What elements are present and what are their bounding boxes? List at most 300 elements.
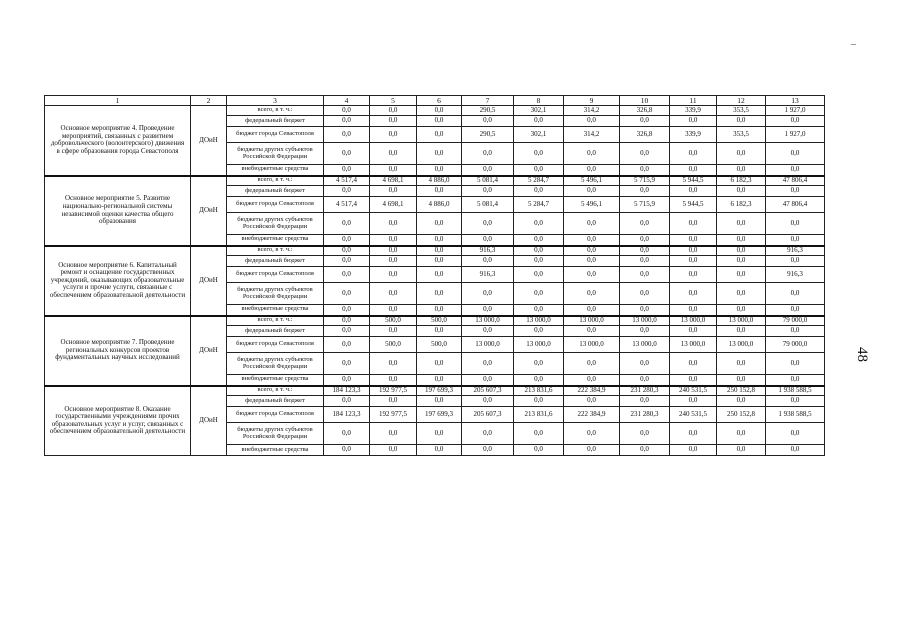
funding-source: федеральный бюджет — [227, 396, 324, 407]
year-value: 0,0 — [670, 375, 717, 386]
year-value: 0,0 — [670, 326, 717, 337]
margin-mark — [851, 44, 856, 45]
year-value: 4 517,4 — [324, 197, 370, 213]
year-value: 0,0 — [417, 246, 462, 256]
year-value: 197 699,3 — [417, 386, 462, 396]
funding-source: бюджеты других субъектов Российской Федерации — [227, 423, 324, 445]
year-value: 5 284,7 — [514, 176, 564, 186]
year-value: 0,0 — [324, 353, 370, 375]
year-value: 0,0 — [370, 283, 417, 305]
total-value: 0,0 — [766, 445, 825, 456]
activity-name: Основное мероприятие 6. Капитальный ремонт и оснащение государственных учреждений, оказывающих образовательные услуги и прочие услуги, связанные с обеспечением образовательной деятельности — [45, 246, 191, 316]
year-value: 0,0 — [670, 246, 717, 256]
year-value: 197 699,3 — [417, 407, 462, 423]
year-value: 0,0 — [564, 256, 620, 267]
year-value: 0,0 — [620, 246, 670, 256]
year-value: 0,0 — [370, 256, 417, 267]
year-value: 0,0 — [620, 213, 670, 235]
year-value: 213 831,6 — [514, 407, 564, 423]
year-value: 0,0 — [324, 337, 370, 353]
total-value: 0,0 — [766, 305, 825, 316]
responsible-executor: ДОиН — [191, 246, 227, 316]
table-row — [45, 386, 825, 396]
year-value: 0,0 — [417, 235, 462, 246]
year-value: 0,0 — [564, 353, 620, 375]
year-value: 0,0 — [564, 305, 620, 316]
year-value: 0,0 — [370, 165, 417, 176]
year-value: 0,0 — [717, 353, 766, 375]
year-value: 5 081,4 — [462, 176, 514, 186]
year-value: 13 000,0 — [620, 316, 670, 326]
year-value: 0,0 — [670, 396, 717, 407]
total-value: 0,0 — [766, 353, 825, 375]
year-value: 0,0 — [514, 423, 564, 445]
year-value: 0,0 — [370, 235, 417, 246]
activity-name: Основное мероприятие 4. Проведение мероприятий, связанных с развитием добровольческого (волонтерского) движения в сфере образования города Севастополя — [45, 106, 191, 176]
year-value: 205 607,3 — [462, 407, 514, 423]
year-value: 0,0 — [670, 353, 717, 375]
year-value: 0,0 — [324, 256, 370, 267]
total-value: 0,0 — [766, 256, 825, 267]
total-value: 1 938 588,5 — [766, 386, 825, 396]
year-value: 0,0 — [514, 375, 564, 386]
table-row — [45, 316, 825, 326]
year-value: 0,0 — [370, 246, 417, 256]
funding-source: бюджеты других субъектов Российской Федерации — [227, 353, 324, 375]
year-value: 0,0 — [717, 235, 766, 246]
year-value: 0,0 — [564, 326, 620, 337]
year-value: 0,0 — [370, 186, 417, 197]
year-value: 0,0 — [417, 116, 462, 127]
header-cell: 13 — [766, 96, 825, 106]
year-value: 0,0 — [370, 116, 417, 127]
funding-source: всего, в т. ч.: — [227, 106, 324, 116]
funding-source: всего, в т. ч.: — [227, 246, 324, 256]
year-value: 213 831,6 — [514, 386, 564, 396]
header-cell: 7 — [462, 96, 514, 106]
funding-source: внебюджетные средства — [227, 165, 324, 176]
year-value: 0,0 — [417, 256, 462, 267]
year-value: 0,0 — [324, 396, 370, 407]
year-value: 0,0 — [324, 375, 370, 386]
year-value: 916,3 — [462, 267, 514, 283]
year-value: 0,0 — [462, 305, 514, 316]
year-value: 13 000,0 — [670, 316, 717, 326]
year-value: 0,0 — [370, 213, 417, 235]
year-value: 0,0 — [370, 423, 417, 445]
year-value: 0,0 — [324, 106, 370, 116]
year-value: 0,0 — [564, 267, 620, 283]
page-number: 48 — [854, 347, 870, 362]
total-value: 0,0 — [766, 396, 825, 407]
responsible-executor: ДОиН — [191, 106, 227, 176]
year-value: 0,0 — [462, 116, 514, 127]
year-value: 0,0 — [324, 213, 370, 235]
year-value: 0,0 — [717, 116, 766, 127]
total-value: 0,0 — [766, 143, 825, 165]
table-row — [45, 246, 825, 256]
total-value: 0,0 — [766, 375, 825, 386]
year-value: 6 182,3 — [717, 176, 766, 186]
year-value: 0,0 — [462, 445, 514, 456]
year-value: 0,0 — [417, 283, 462, 305]
year-value: 0,0 — [370, 305, 417, 316]
funding-source: бюджет города Севастополя — [227, 127, 324, 143]
year-value: 0,0 — [324, 116, 370, 127]
total-value: 0,0 — [766, 116, 825, 127]
year-value: 250 152,8 — [717, 386, 766, 396]
year-value: 0,0 — [564, 165, 620, 176]
year-value: 0,0 — [514, 143, 564, 165]
year-value: 0,0 — [564, 235, 620, 246]
total-value: 1 927,0 — [766, 106, 825, 116]
total-value: 0,0 — [766, 326, 825, 337]
header-cell: 11 — [670, 96, 717, 106]
total-value: 1 938 588,5 — [766, 407, 825, 423]
year-value: 500,0 — [417, 316, 462, 326]
year-value: 0,0 — [462, 256, 514, 267]
year-value: 0,0 — [620, 165, 670, 176]
year-value: 13 000,0 — [564, 337, 620, 353]
year-value: 240 531,5 — [670, 407, 717, 423]
year-value: 4 517,4 — [324, 176, 370, 186]
year-value: 0,0 — [564, 213, 620, 235]
year-value: 0,0 — [670, 423, 717, 445]
year-value: 314,2 — [564, 106, 620, 116]
year-value: 326,8 — [620, 127, 670, 143]
activity-name: Основное мероприятие 8. Оказание государственными учреждениями прочих образовательных услуг и услуг, связанных с обеспечением образовательной деятельности — [45, 386, 191, 456]
year-value: 0,0 — [417, 143, 462, 165]
year-value: 0,0 — [564, 375, 620, 386]
year-value: 0,0 — [717, 445, 766, 456]
year-value: 0,0 — [324, 326, 370, 337]
year-value: 222 384,9 — [564, 407, 620, 423]
year-value: 0,0 — [370, 143, 417, 165]
year-value: 0,0 — [670, 256, 717, 267]
header-cell: 6 — [417, 96, 462, 106]
header-cell: 5 — [370, 96, 417, 106]
year-value: 0,0 — [462, 353, 514, 375]
year-value: 302,1 — [514, 106, 564, 116]
year-value: 0,0 — [717, 267, 766, 283]
year-value: 0,0 — [717, 143, 766, 165]
year-value: 0,0 — [324, 267, 370, 283]
funding-source: бюджеты других субъектов Российской Федерации — [227, 143, 324, 165]
funding-table — [44, 95, 825, 456]
header-cell: 1 — [45, 96, 191, 106]
year-value: 0,0 — [462, 143, 514, 165]
year-value: 0,0 — [417, 375, 462, 386]
year-value: 0,0 — [370, 396, 417, 407]
year-value: 13 000,0 — [717, 316, 766, 326]
year-value: 0,0 — [620, 186, 670, 197]
responsible-executor: ДОиН — [191, 176, 227, 246]
year-value: 290,5 — [462, 127, 514, 143]
year-value: 0,0 — [324, 316, 370, 326]
year-value: 0,0 — [514, 305, 564, 316]
year-value: 0,0 — [462, 213, 514, 235]
header-cell: 4 — [324, 96, 370, 106]
year-value: 0,0 — [620, 423, 670, 445]
year-value: 5 496,1 — [564, 176, 620, 186]
year-value: 0,0 — [417, 445, 462, 456]
year-value: 0,0 — [717, 375, 766, 386]
year-value: 0,0 — [564, 423, 620, 445]
year-value: 0,0 — [462, 326, 514, 337]
year-value: 184 123,3 — [324, 407, 370, 423]
year-value: 0,0 — [417, 396, 462, 407]
year-value: 353,5 — [717, 106, 766, 116]
header-cell: 3 — [227, 96, 324, 106]
year-value: 0,0 — [417, 106, 462, 116]
funding-source: федеральный бюджет — [227, 256, 324, 267]
year-value: 0,0 — [670, 235, 717, 246]
total-value: 0,0 — [766, 213, 825, 235]
year-value: 0,0 — [514, 445, 564, 456]
year-value: 5 715,9 — [620, 197, 670, 213]
year-value: 231 280,3 — [620, 386, 670, 396]
total-value: 47 806,4 — [766, 176, 825, 186]
year-value: 0,0 — [370, 106, 417, 116]
table-body — [45, 96, 825, 456]
year-value: 5 715,9 — [620, 176, 670, 186]
year-value: 0,0 — [514, 256, 564, 267]
funding-source: внебюджетные средства — [227, 445, 324, 456]
year-value: 0,0 — [620, 116, 670, 127]
year-value: 0,0 — [717, 213, 766, 235]
year-value: 0,0 — [514, 116, 564, 127]
year-value: 0,0 — [417, 186, 462, 197]
year-value: 0,0 — [564, 283, 620, 305]
year-value: 0,0 — [417, 305, 462, 316]
year-value: 13 000,0 — [564, 316, 620, 326]
year-value: 0,0 — [717, 256, 766, 267]
year-value: 0,0 — [670, 283, 717, 305]
year-value: 0,0 — [670, 305, 717, 316]
year-value: 0,0 — [462, 165, 514, 176]
year-value: 0,0 — [620, 375, 670, 386]
year-value: 6 182,3 — [717, 197, 766, 213]
header-cell: 10 — [620, 96, 670, 106]
year-value: 0,0 — [564, 116, 620, 127]
total-value: 47 806,4 — [766, 197, 825, 213]
year-value: 0,0 — [620, 256, 670, 267]
total-value: 79 000,0 — [766, 316, 825, 326]
year-value: 0,0 — [462, 283, 514, 305]
funding-source: внебюджетные средства — [227, 235, 324, 246]
funding-source: внебюджетные средства — [227, 375, 324, 386]
responsible-executor: ДОиН — [191, 386, 227, 456]
year-value: 0,0 — [620, 353, 670, 375]
total-value: 1 927,0 — [766, 127, 825, 143]
table-row — [45, 176, 825, 186]
year-value: 0,0 — [462, 423, 514, 445]
funding-source: бюджеты других субъектов Российской Федерации — [227, 283, 324, 305]
year-value: 184 123,3 — [324, 386, 370, 396]
year-value: 0,0 — [670, 213, 717, 235]
year-value: 13 000,0 — [514, 316, 564, 326]
year-value: 0,0 — [324, 143, 370, 165]
year-value: 4 886,0 — [417, 197, 462, 213]
year-value: 13 000,0 — [462, 316, 514, 326]
year-value: 302,1 — [514, 127, 564, 143]
year-value: 0,0 — [370, 127, 417, 143]
total-value: 79 000,0 — [766, 337, 825, 353]
year-value: 0,0 — [670, 445, 717, 456]
year-value: 0,0 — [717, 186, 766, 197]
year-value: 0,0 — [417, 353, 462, 375]
year-value: 0,0 — [417, 165, 462, 176]
year-value: 0,0 — [417, 326, 462, 337]
year-value: 5 496,1 — [564, 197, 620, 213]
year-value: 0,0 — [717, 283, 766, 305]
year-value: 0,0 — [670, 186, 717, 197]
table-row — [45, 106, 825, 116]
year-value: 0,0 — [564, 143, 620, 165]
year-value: 0,0 — [514, 213, 564, 235]
year-value: 0,0 — [620, 267, 670, 283]
year-value: 13 000,0 — [717, 337, 766, 353]
funding-source: всего, в т. ч.: — [227, 176, 324, 186]
year-value: 0,0 — [717, 423, 766, 445]
year-value: 0,0 — [462, 186, 514, 197]
funding-source: бюджеты других субъектов Российской Федерации — [227, 213, 324, 235]
header-cell: 12 — [717, 96, 766, 106]
year-value: 0,0 — [717, 305, 766, 316]
header-row — [45, 96, 825, 106]
year-value: 5 284,7 — [514, 197, 564, 213]
year-value: 0,0 — [324, 305, 370, 316]
funding-source: бюджет города Севастополя — [227, 337, 324, 353]
year-value: 0,0 — [324, 423, 370, 445]
year-value: 0,0 — [514, 246, 564, 256]
year-value: 0,0 — [717, 165, 766, 176]
header-cell: 2 — [191, 96, 227, 106]
year-value: 0,0 — [514, 235, 564, 246]
year-value: 240 531,5 — [670, 386, 717, 396]
year-value: 290,5 — [462, 106, 514, 116]
year-value: 0,0 — [514, 396, 564, 407]
year-value: 0,0 — [620, 235, 670, 246]
year-value: 916,3 — [462, 246, 514, 256]
year-value: 5 944,5 — [670, 176, 717, 186]
year-value: 5 944,5 — [670, 197, 717, 213]
year-value: 0,0 — [324, 246, 370, 256]
year-value: 0,0 — [514, 165, 564, 176]
year-value: 0,0 — [514, 326, 564, 337]
year-value: 13 000,0 — [514, 337, 564, 353]
header-cell: 8 — [514, 96, 564, 106]
year-value: 0,0 — [324, 186, 370, 197]
year-value: 339,9 — [670, 106, 717, 116]
year-value: 0,0 — [620, 283, 670, 305]
year-value: 0,0 — [462, 235, 514, 246]
year-value: 500,0 — [370, 316, 417, 326]
funding-source: бюджет города Севастополя — [227, 267, 324, 283]
year-value: 0,0 — [417, 127, 462, 143]
year-value: 0,0 — [717, 246, 766, 256]
year-value: 314,2 — [564, 127, 620, 143]
year-value: 0,0 — [564, 396, 620, 407]
year-value: 0,0 — [324, 445, 370, 456]
year-value: 339,9 — [670, 127, 717, 143]
year-value: 0,0 — [324, 165, 370, 176]
year-value: 0,0 — [670, 143, 717, 165]
funding-source: всего, в т. ч.: — [227, 386, 324, 396]
year-value: 13 000,0 — [670, 337, 717, 353]
total-value: 0,0 — [766, 165, 825, 176]
year-value: 231 280,3 — [620, 407, 670, 423]
year-value: 0,0 — [514, 353, 564, 375]
year-value: 0,0 — [417, 267, 462, 283]
year-value: 0,0 — [564, 246, 620, 256]
year-value: 353,5 — [717, 127, 766, 143]
year-value: 0,0 — [620, 305, 670, 316]
year-value: 0,0 — [324, 127, 370, 143]
total-value: 0,0 — [766, 283, 825, 305]
year-value: 222 384,9 — [564, 386, 620, 396]
year-value: 0,0 — [564, 186, 620, 197]
year-value: 0,0 — [370, 375, 417, 386]
year-value: 0,0 — [670, 116, 717, 127]
year-value: 0,0 — [620, 326, 670, 337]
year-value: 0,0 — [670, 267, 717, 283]
funding-source: внебюджетные средства — [227, 305, 324, 316]
year-value: 0,0 — [370, 267, 417, 283]
year-value: 13 000,0 — [620, 337, 670, 353]
year-value: 0,0 — [620, 396, 670, 407]
funding-source: федеральный бюджет — [227, 116, 324, 127]
activity-name: Основное мероприятие 7. Проведение региональных конкурсов проектов фундаментальных научных исследований — [45, 316, 191, 386]
year-value: 0,0 — [620, 445, 670, 456]
header-cell: 9 — [564, 96, 620, 106]
year-value: 0,0 — [514, 267, 564, 283]
year-value: 192 977,5 — [370, 407, 417, 423]
year-value: 0,0 — [462, 396, 514, 407]
funding-source: федеральный бюджет — [227, 186, 324, 197]
year-value: 0,0 — [564, 445, 620, 456]
year-value: 0,0 — [620, 143, 670, 165]
year-value: 5 081,4 — [462, 197, 514, 213]
year-value: 0,0 — [514, 186, 564, 197]
funding-source: бюджет города Севастополя — [227, 197, 324, 213]
year-value: 326,8 — [620, 106, 670, 116]
year-value: 0,0 — [417, 213, 462, 235]
year-value: 192 977,5 — [370, 386, 417, 396]
year-value: 0,0 — [417, 423, 462, 445]
year-value: 0,0 — [717, 396, 766, 407]
year-value: 0,0 — [370, 445, 417, 456]
year-value: 0,0 — [324, 283, 370, 305]
year-value: 0,0 — [670, 165, 717, 176]
year-value: 500,0 — [370, 337, 417, 353]
year-value: 0,0 — [514, 283, 564, 305]
responsible-executor: ДОиН — [191, 316, 227, 386]
year-value: 4 698,1 — [370, 176, 417, 186]
year-value: 205 607,3 — [462, 386, 514, 396]
total-value: 916,3 — [766, 246, 825, 256]
total-value: 0,0 — [766, 186, 825, 197]
year-value: 0,0 — [324, 235, 370, 246]
year-value: 0,0 — [370, 353, 417, 375]
funding-source: всего, в т. ч.: — [227, 316, 324, 326]
funding-source: федеральный бюджет — [227, 326, 324, 337]
total-value: 916,3 — [766, 267, 825, 283]
year-value: 13 000,0 — [462, 337, 514, 353]
year-value: 0,0 — [370, 326, 417, 337]
total-value: 0,0 — [766, 235, 825, 246]
year-value: 4 886,0 — [417, 176, 462, 186]
